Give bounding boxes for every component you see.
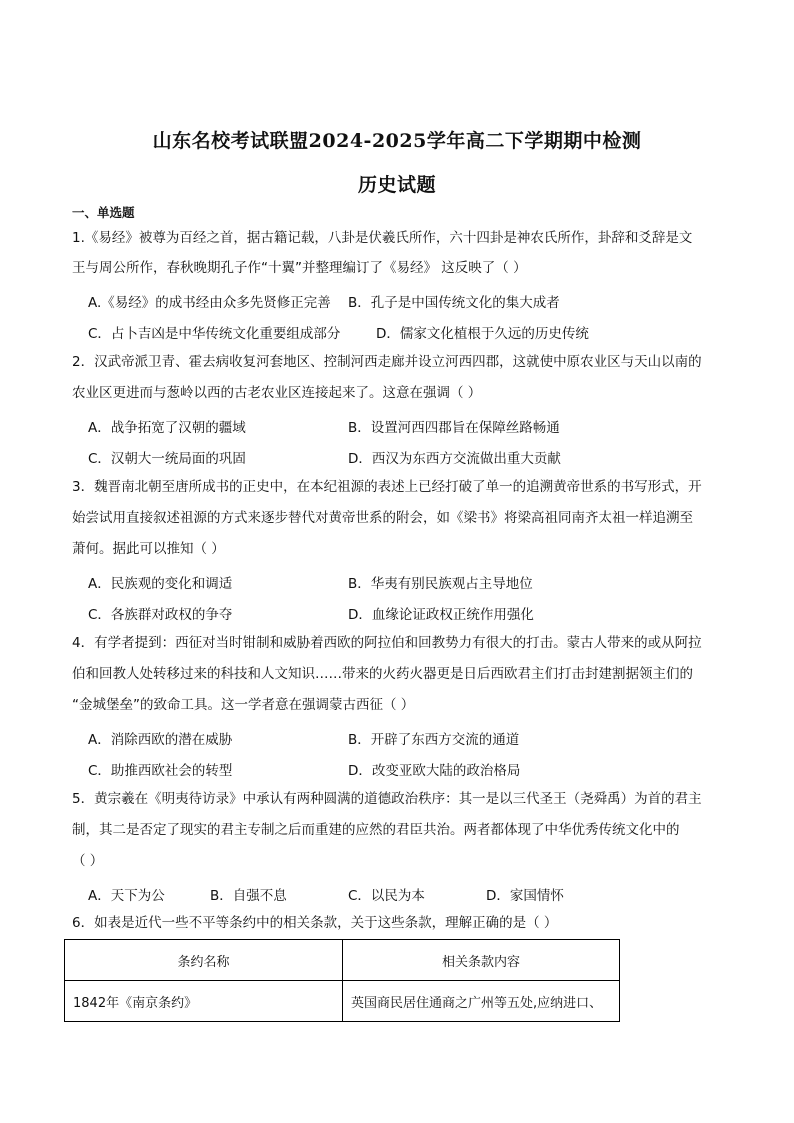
table-header-treaty-name: 条约名称 xyxy=(65,940,343,981)
question-5-option-d: D．家国情怀 xyxy=(486,888,564,904)
question-4-line-1: 4．有学者提到：西征对当时钳制和威胁着西欧的阿拉伯和回教势力有很大的打击。蒙古人带来的或从阿拉 xyxy=(72,635,702,651)
question-3-option-c: C．各族群对政权的争夺 xyxy=(88,607,233,623)
question-1-option-a: A.《易经》的成书经由众多先贤修正完善 xyxy=(88,295,331,311)
question-3-option-a: A．民族观的变化和调适 xyxy=(88,576,233,592)
table-cell-clause: 英国商民居住通商之广州等五处,应纳进口、 xyxy=(343,981,620,1022)
question-4-option-d: D．改变亚欧大陆的政治格局 xyxy=(348,763,521,779)
table-row xyxy=(65,981,620,1022)
question-4-option-b: B．开辟了东西方交流的通道 xyxy=(348,732,520,748)
question-5-option-a: A．天下为公 xyxy=(88,888,165,904)
table-cell-treaty: 1842年《南京条约》 xyxy=(65,981,343,1022)
question-2-option-b: B．设置河西四郡旨在保障丝路畅通 xyxy=(348,420,560,436)
question-1-option-d: D．儒家文化植根于久远的历史传统 xyxy=(376,326,589,342)
question-3-line-2: 始尝试用直接叙述祖源的方式来逐步替代对黄帝世系的附会，如《梁书》将梁高祖同南齐太祖一样追溯至 xyxy=(72,510,693,526)
table-header-clause-content: 相关条款内容 xyxy=(343,940,620,981)
exam-subtitle: 历史试题 xyxy=(357,174,436,196)
question-5-option-c: C．以民为本 xyxy=(348,888,425,904)
question-4-option-a: A．消除西欧的潜在威胁 xyxy=(88,732,233,748)
question-4-option-c: C．助推西欧社会的转型 xyxy=(88,763,233,779)
question-1-line-1: 1.《易经》被尊为百经之首，据古籍记载，八卦是伏羲氏所作，六十四卦是神农氏所作，卦辞和爻辞是文 xyxy=(72,230,693,246)
question-3-line-1: 3．魏晋南北朝至唐所成书的正史中，在本纪祖源的表述上已经打破了单一的追溯黄帝世系的书写形式，开 xyxy=(72,479,702,495)
question-3-option-d: D．血缘论证政权正统作用强化 xyxy=(348,607,534,623)
question-5-line-1: 5．黄宗羲在《明夷待访录》中承认有两种圆满的道德政治秩序：其一是以三代圣王（尧舜禹）为首的君主 xyxy=(72,791,702,807)
question-1-line-2: 王与周公所作，春秋晚期孔子作“十翼”并整理编订了《易经》 这反映了（ ） xyxy=(72,260,527,276)
question-5-line-2: 制，其二是否定了现实的君主专制之后而重建的应然的君臣共治。两者都体现了中华优秀传统文化中的 xyxy=(72,822,680,838)
question-5-option-b: B．自强不息 xyxy=(210,888,287,904)
section-heading: 一、单选题 xyxy=(72,205,135,220)
table-header-row xyxy=(65,940,620,981)
exam-title: 山东名校考试联盟2024-2025学年高二下学期期中检测 xyxy=(152,130,642,152)
question-1-option-b: B．孔子是中国传统文化的集大成者 xyxy=(348,295,560,311)
question-4-line-3: “金城堡垒”的致命工具。这一学者意在强调蒙古西征（ ） xyxy=(72,697,415,713)
question-3-option-b: B．华夷有别民族观占主导地位 xyxy=(348,576,533,592)
question-1-option-c: C．占卜吉凶是中华传统文化重要组成部分 xyxy=(88,326,341,342)
question-2-line-1: 2．汉武帝派卫青、霍去病收复河套地区、控制河西走廊并设立河西四郡，这就使中原农业区与天山以南的 xyxy=(72,354,702,370)
question-3-line-3: 萧何。据此可以推知（ ） xyxy=(72,541,225,557)
question-5-line-3: （ ） xyxy=(72,853,104,869)
question-2-option-c: C．汉朝大一统局面的巩固 xyxy=(88,451,246,467)
question-2-line-2: 农业区更进而与葱岭以西的古老农业区连接起来了。这意在强调（ ） xyxy=(72,385,482,401)
question-2-option-a: A．战争拓宽了汉朝的疆域 xyxy=(88,420,246,436)
treaty-table xyxy=(64,939,620,1022)
question-4-line-2: 伯和回教人处转移过来的科技和人文知识……带来的火药火器更是日后西欧君主们打击封建割据领主们的 xyxy=(72,666,693,682)
question-6-line-1: 6．如表是近代一些不平等条约中的相关条款，关于这些条款，理解正确的是（ ） xyxy=(72,915,558,931)
question-2-option-d: D．西汉为东西方交流做出重大贡献 xyxy=(348,451,561,467)
